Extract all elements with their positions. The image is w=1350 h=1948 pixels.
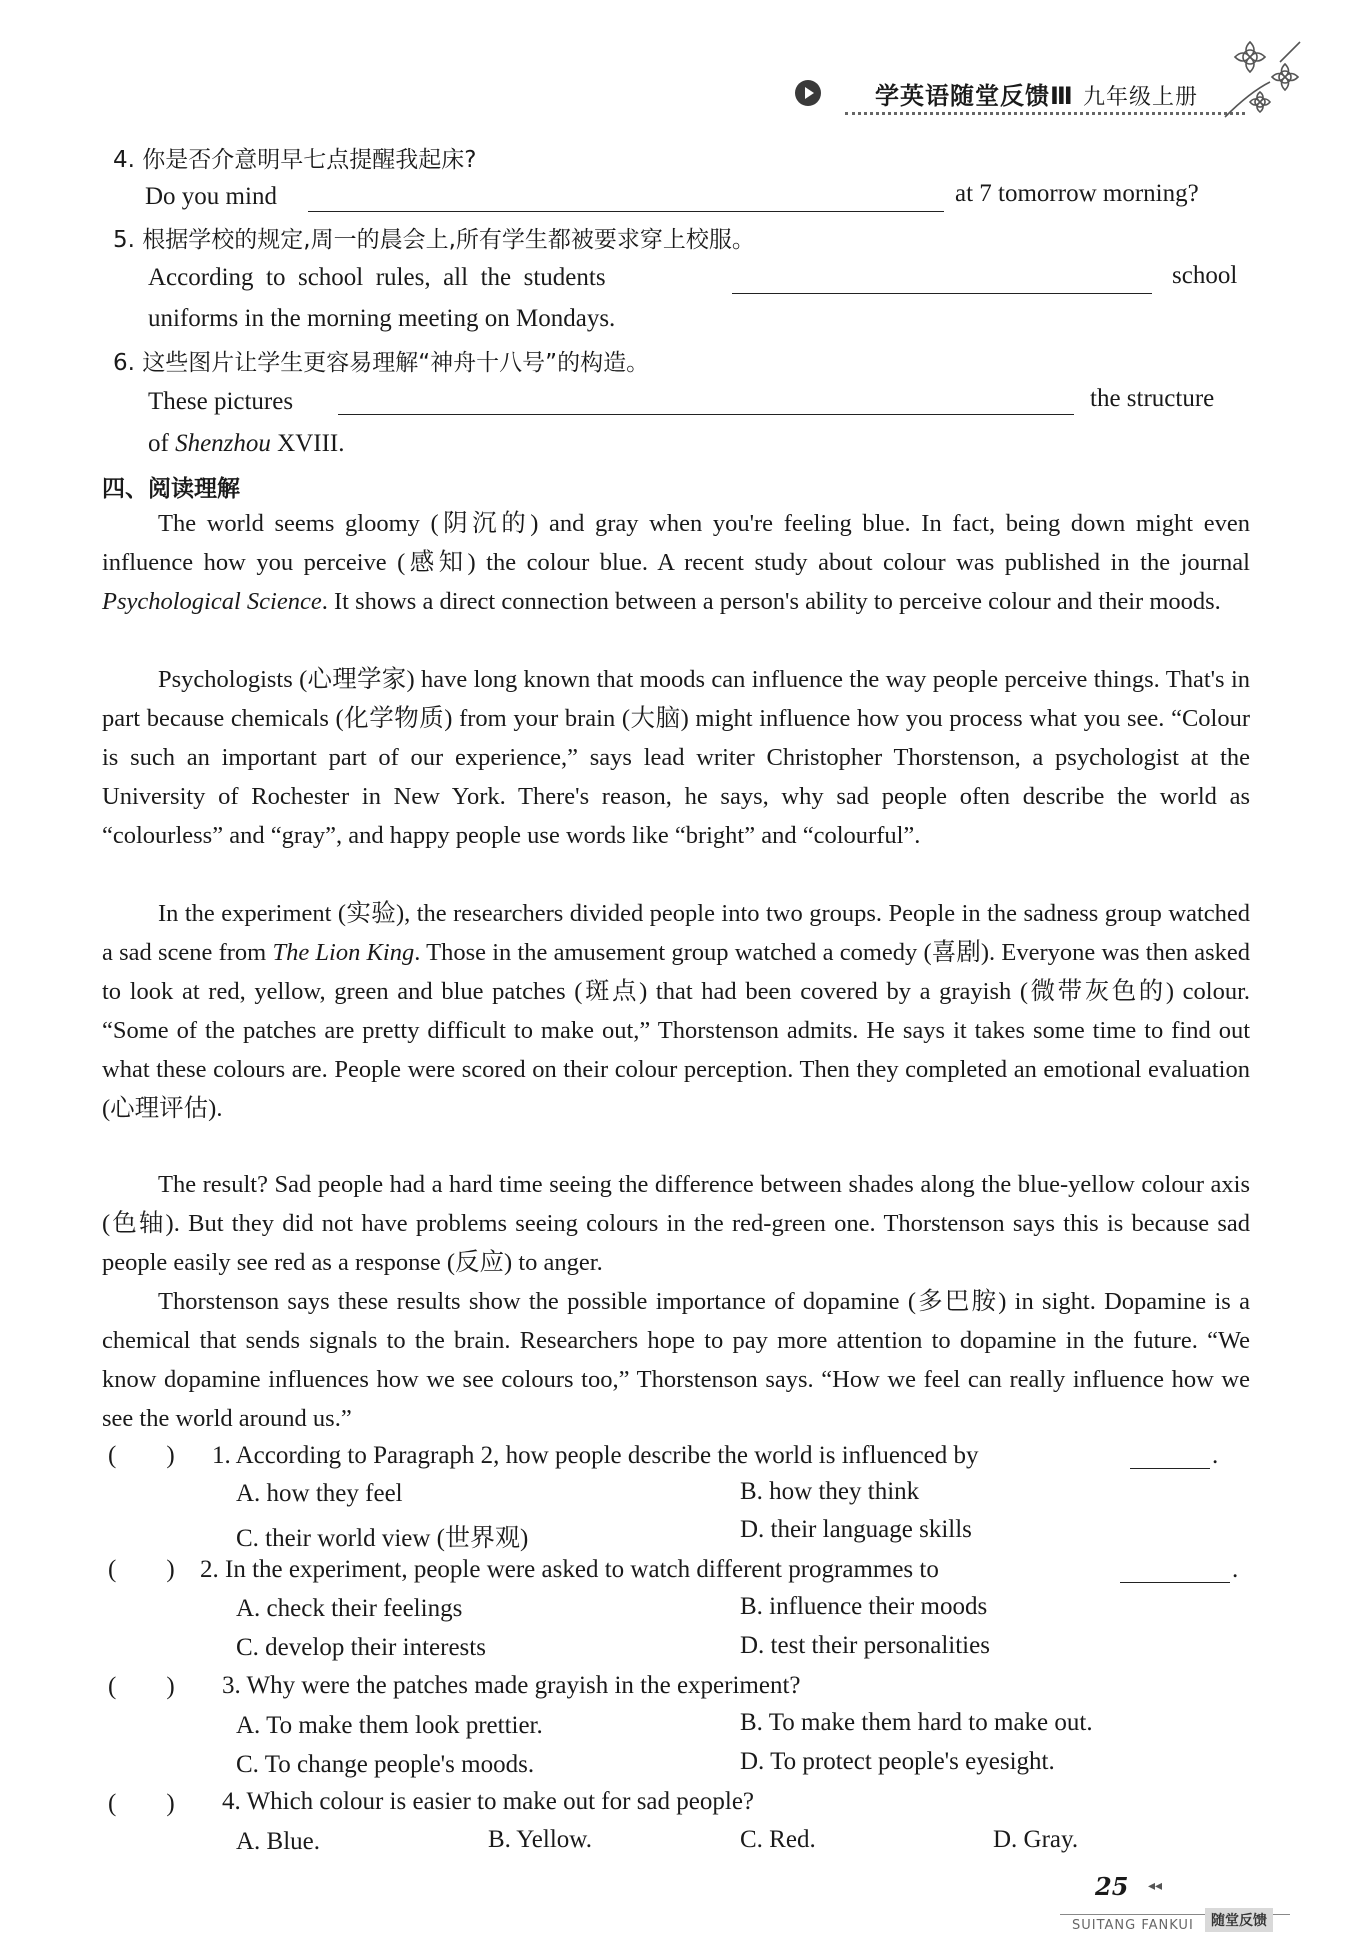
translation-6-prefix: These pictures <box>148 388 294 415</box>
passage-p3-part2: . Those in the amusement group watched a comedy (喜剧). Everyone was then asked to look at red, yellow, green and blue patches (斑点) that had been covered by a grayish (微带灰色的) colour. “Some of the patches are pretty difficult to make out,” Thorstenson admits. He says it takes some time to find out what these colours are. People were scored on their colour perception. Then they completed an emotional evaluation (心理评估). <box>102 939 1250 1122</box>
passage-paragraph-3 <box>102 894 1250 1128</box>
page-header <box>795 68 1265 118</box>
footer-brand-chinese: 随堂反馈 <box>1205 1908 1273 1932</box>
passage-p3-part1: In the experiment (实验), the researchers divided people into two groups. People in the sadness group watched a sad scene from <box>102 900 1250 966</box>
film-title: The Lion King <box>272 939 415 966</box>
page-number: 25 <box>1095 1872 1129 1901</box>
question-1-blank[interactable] <box>1130 1468 1210 1469</box>
question-1-option-c[interactable]: C. their world view (世界观) <box>236 1525 529 1552</box>
question-2-stem: 2. In the experiment, people were asked to watch different programmes to <box>200 1556 939 1583</box>
question-2-blank[interactable] <box>1120 1582 1230 1583</box>
answer-bracket-q3[interactable]: ( ) <box>108 1673 175 1700</box>
question-1-end: . <box>1212 1442 1219 1469</box>
journal-name: Psychological Science <box>102 588 322 615</box>
question-1-option-b[interactable]: B. how they think <box>740 1478 920 1505</box>
translation-6-suffix: the structure <box>1090 385 1215 412</box>
header-dotted-rule <box>845 112 1245 115</box>
answer-bracket-q4[interactable]: ( ) <box>108 1790 175 1817</box>
translation-5-prefix: According to school rules, all the students <box>148 264 606 291</box>
translation-4-blank[interactable] <box>308 211 944 212</box>
section-heading: 四、阅读理解 <box>102 476 240 502</box>
passage-paragraph-1 <box>102 504 1250 621</box>
question-1-stem: 1. According to Paragraph 2, how people describe the world is influenced by <box>212 1442 979 1469</box>
question-4-stem: 4. Which colour is easier to make out for sad people? <box>222 1788 755 1815</box>
answer-bracket-q1[interactable]: ( ) <box>108 1442 175 1469</box>
translation-4-prefix: Do you mind <box>145 183 277 210</box>
question-4-option-c[interactable]: C. Red. <box>740 1826 816 1853</box>
translation-6-chinese: 6. 这些图片让学生更容易理解“神舟十八号”的构造。 <box>113 350 650 376</box>
question-3-option-a[interactable]: A. To make them look prettier. <box>236 1712 543 1739</box>
translation-5-suffix: school <box>1172 262 1238 289</box>
question-2-option-b[interactable]: B. influence their moods <box>740 1593 988 1620</box>
question-2-option-c[interactable]: C. develop their interests <box>236 1634 486 1661</box>
question-4-option-d[interactable]: D. Gray. <box>993 1826 1079 1853</box>
question-4-option-b[interactable]: B. Yellow. <box>488 1826 592 1853</box>
play-icon <box>795 80 821 106</box>
translation-6-blank[interactable] <box>338 414 1074 415</box>
question-2-option-d[interactable]: D. test their personalities <box>740 1632 990 1659</box>
footer-brand-english: SUITANG FANKUI <box>1072 1918 1194 1933</box>
question-2-option-a[interactable]: A. check their feelings <box>236 1595 463 1622</box>
question-3-option-d[interactable]: D. To protect people's eyesight. <box>740 1748 1055 1775</box>
answer-bracket-q2[interactable]: ( ) <box>108 1556 175 1583</box>
translation-6-line2-post: XVIII. <box>270 430 345 457</box>
question-3-option-c[interactable]: C. To change people's moods. <box>236 1751 535 1778</box>
translation-4-chinese: 4. 你是否介意明早七点提醒我起床? <box>113 147 477 173</box>
passage-paragraph-2: Psychologists (心理学家) have long known that moods can influence the way people perceive things. That's in part because chemicals (化学物质) from your brain (大脑) might influence how you process what you see. “Colour is such an important part of our experience,” says lead writer Christopher Thorstenson, a psychologist at the University of Rochester in New York. There's reason, he says, why sad people often describe the world as “colourless” and “gray”, and happy people use words like “bright” and “colourful”. <box>102 666 1250 849</box>
double-arrow-left-icon: ◂◂ <box>1148 1879 1163 1894</box>
translation-5-chinese: 5. 根据学校的规定,周一的晨会上,所有学生都被要求穿上校服。 <box>113 227 755 253</box>
passage-p1-part1: The world seems gloomy (阴沉的) and gray when you're feeling blue. In fact, being down might even influence how you perceive (感知) the colour blue. A recent study about colour was published in the journal <box>102 510 1250 576</box>
book-title-main: 学英语随堂反馈Ⅲ <box>875 82 1074 110</box>
question-2-end: . <box>1232 1556 1239 1583</box>
question-1-option-d[interactable]: D. their language skills <box>740 1516 972 1543</box>
question-1-option-a[interactable]: A. how they feel <box>236 1480 403 1507</box>
question-4-option-a[interactable]: A. Blue. <box>236 1828 321 1855</box>
translation-5-blank[interactable] <box>732 293 1152 294</box>
book-grade: 九年级上册 <box>1083 85 1199 110</box>
question-3-option-b[interactable]: B. To make them hard to make out. <box>740 1709 1093 1736</box>
translation-6-line2-pre: of <box>148 430 176 457</box>
translation-6-line2-italic: Shenzhou <box>175 430 271 457</box>
passage-paragraph-4: The result? Sad people had a hard time seeing the difference between shades along the blue-yellow colour axis (色轴). But they did not have problems seeing colours in the red-green one. Thorstenson says this is because sad people easily see red as a response (反应) to anger. <box>102 1171 1250 1276</box>
translation-6-line2 <box>148 430 345 458</box>
translation-4-suffix: at 7 tomorrow morning? <box>955 180 1199 207</box>
passage-paragraph-5: Thorstenson says these results show the possible importance of dopamine (多巴胺) in sight. Dopamine is a chemical that sends signals to the brain. Researchers hope to pay more attention to dopamine in the future. “We know dopamine influences how we see colours too,” Thorstenson says. “How we feel can really influence how we see the world around us.” <box>102 1288 1250 1432</box>
book-title <box>875 76 1198 111</box>
passage-p1-part2: . It shows a direct connection between a person's ability to perceive colour and their moods. <box>321 588 1221 615</box>
flower-decoration-icon <box>1210 22 1320 132</box>
question-3-stem: 3. Why were the patches made grayish in the experiment? <box>222 1672 801 1699</box>
translation-5-line2: uniforms in the morning meeting on Mondays. <box>148 305 616 332</box>
